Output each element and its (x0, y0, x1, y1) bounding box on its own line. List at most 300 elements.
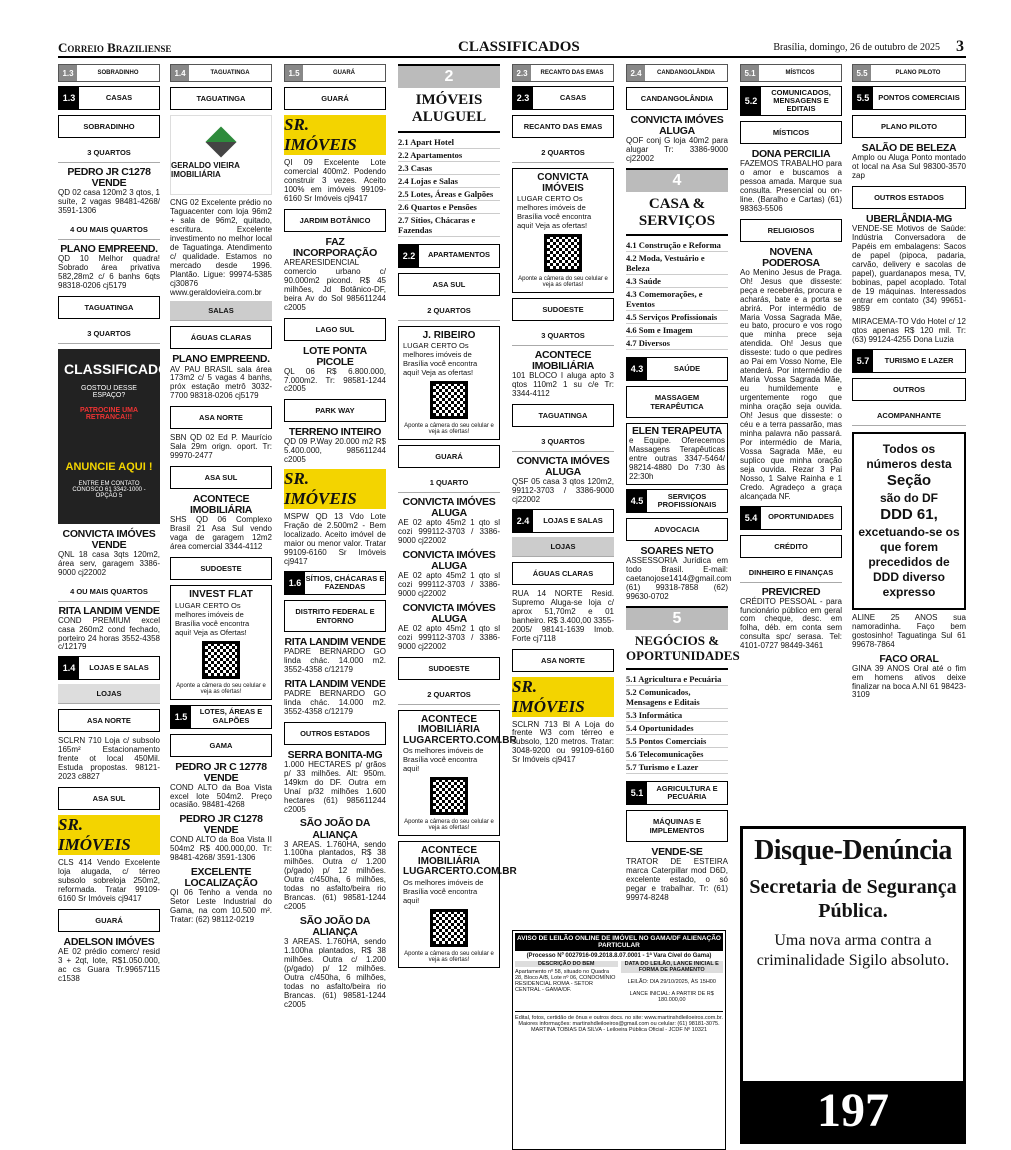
ad-heading: RITA LANDIM VENDE (58, 604, 160, 617)
tag-label: MÍSTICOS (785, 70, 815, 76)
subsection: ÁGUAS CLARAS (512, 562, 614, 585)
advertiser-logo: SR. IMÓVEIS (284, 115, 386, 155)
ad-text: 1.000 HECTARES p/ grãos p/ 33 milhões. Alt: 950m. 149km do DF. Outra em Unaí p/32 milhões 1.600 hectares (61) 985611244 c2005 (284, 759, 386, 814)
tag-number: 2.4 (627, 65, 645, 81)
index-item[interactable]: 4.2 Moda, Vestuário e Beleza (626, 252, 728, 275)
disque-denuncia-ad (740, 826, 966, 1144)
tag-label: TAGUATINGA (210, 70, 250, 76)
subsection: 3 QUARTOS (58, 324, 160, 344)
qr-code-icon[interactable] (430, 909, 468, 947)
advertiser-logo: SR. IMÓVEIS (284, 469, 386, 509)
tag-number: 1.4 (171, 65, 189, 81)
section-heading (58, 656, 160, 680)
subsection: CRÉDITO (740, 535, 842, 558)
ad-text: SCLRN 710 Loja c/ subsolo 165m² Estacionamento frente ot local 450Mil. Estuda propostas. 98121-2023 c8827 (58, 736, 160, 782)
promo-line: PATROCINE UMA RETRANCA!!! (79, 406, 139, 421)
classified-ad (284, 427, 386, 465)
classified-ad (58, 737, 160, 782)
index-item[interactable]: 5.4 Oportunidades (626, 722, 728, 735)
column-tag (626, 64, 728, 82)
ad-text: COND PREMIUM excel casa 260m2 cond fechado, porteiro 24 horas 3552-4358 c/12179 (58, 615, 160, 652)
category-index (626, 606, 740, 777)
subsection: LAGO SUL (284, 318, 386, 341)
index-item[interactable]: 2.2 Apartamentos (398, 149, 500, 162)
ad-text: QSF 05 casa 3 qtos 120m2, 99112-3703 / 3386-9000 cj22002 (512, 476, 614, 504)
section-heading (170, 705, 272, 729)
index-item[interactable]: 4.6 Som e Imagem (626, 324, 728, 337)
section-label: APARTAMENTOS (427, 250, 491, 260)
index-item[interactable]: 5.2 Comunicados, Mensagens e Editais (626, 686, 728, 709)
subsection: SALAS (170, 301, 272, 321)
section-heading (740, 506, 842, 530)
subsection: OUTROS ESTADOS (852, 186, 966, 209)
section-number: 5.7 (853, 350, 873, 372)
ad-text: QOF conj G loja 40m2 para alugar Tr: 3386-9000 cj22002 (626, 136, 728, 163)
section-title: CLASSIFICADOS (458, 39, 580, 55)
tag-label: GUARÁ (333, 70, 355, 76)
subsection: ASA SUL (398, 273, 500, 296)
ad-heading: SÃO JOÃO DA ALIANÇA (299, 817, 371, 841)
auction-col-header: DATA DO LEILÃO, LANCE INICIAL E FORMA DE PAGAMENTO (621, 961, 724, 973)
subsection: SUDOESTE (398, 657, 500, 680)
section-number: 5.5 (853, 87, 873, 109)
ad-heading: PEDRO JR C1278 VENDE (179, 813, 263, 837)
section-label: AGRICULTURA E PECUÁRIA (656, 783, 718, 801)
index-item[interactable]: 2.4 Lojas e Salas (398, 175, 500, 188)
subsection: OUTROS (852, 378, 966, 401)
ad-text: PADRE BERNARDO GO linda chác. 14.000 m2. 3552-4358 c/12179 (284, 688, 386, 716)
section-heading (512, 509, 614, 533)
ad-text: MIRACEMA-TO Vdo Hotel c/ 12 qtos apenas R$ 120 mil. Tr: (63) 99124-4255 Dona Luzia (852, 317, 966, 345)
classified-ad (512, 456, 614, 505)
category-index-list (626, 236, 728, 353)
category-index-list (398, 133, 500, 240)
category-title: IMÓVEIS ALUGUEL (398, 88, 500, 133)
column-6 (626, 64, 740, 1142)
tag-number: 5.5 (853, 65, 871, 81)
ad-text: SCLRN 713 Bl A Loja do frente W3 com térreo e subsolo, 120 metros. Tratar: 3048-9200 ou 99109-6160 Sr Imóveis cj9417 (512, 719, 614, 765)
ad-text: AV PAU BRASIL sala área 173m2 c/ 5 vagas 4 banhs, próx estação metrô 3032-7700 98318-0206 cj5179 (170, 364, 272, 401)
qr-ad[interactable] (398, 841, 517, 968)
ad-text: QL 06 R$ 6.800.000, 7.000m2. Tr: 98581-1244 c2005 (284, 366, 386, 394)
classified-ad (284, 750, 386, 815)
logo-name: GERALDO VIEIRA IMOBILIÁRIA (171, 161, 240, 179)
ad-text: Os melhores imóveis de Brasília você encontra aqui! (403, 877, 484, 905)
column-tag (170, 64, 272, 82)
column-4 (398, 64, 517, 1142)
subsection: 3 QUARTOS (512, 326, 614, 346)
qr-ad[interactable] (398, 710, 517, 837)
ad-heading: SÃO JOÃO DA ALIANÇA (299, 915, 371, 939)
category-index-list (626, 670, 728, 777)
ad-text: RUA 14 NORTE Resid. Supremo Aluga-se loja c/ aprox 51,70m2 e 01 banheiro. R$ 3.400,00 3355-2005/ 98141-1639 Imob. Forte cj7118 (512, 588, 614, 643)
page-number: 3 (956, 38, 964, 55)
section-label: LOJAS E SALAS (89, 663, 149, 673)
classified-ad (626, 847, 728, 903)
advertiser-logo: SR. IMÓVEIS (512, 677, 614, 717)
section-number: 2.3 (513, 87, 533, 109)
subsection: 3 QUARTOS (58, 143, 160, 163)
classified-ad (284, 159, 386, 204)
index-item[interactable]: 4.3 Saúde (626, 275, 728, 288)
section-heading (852, 349, 966, 373)
column-8 (852, 64, 966, 819)
subsection: PLANO PILOTO (852, 115, 966, 138)
subsection: 1 QUARTO (398, 473, 500, 493)
ad-heading: RITA LANDIM VENDE (284, 636, 386, 648)
section-label: PONTOS COMERCIAIS (878, 92, 960, 102)
ad-heading: CONVICTA IMÓVES ALUGA (402, 548, 496, 572)
qr-ad[interactable] (170, 585, 272, 700)
tag-label: CANDANGOLÂNDIA (657, 70, 715, 76)
ad-heading: EXCELENTE LOCALIZAÇÃO (184, 866, 258, 890)
classified-ad (58, 529, 160, 578)
ad-text: VENDE-SE Motivos de Saúde: Indústria Conversadora de Papéis em embalagens: Sacos de papel (pipoca, padaria, carvão, delivery e sacolas de papel), guardanapos mesa, TV, bobinas, papel acoplado. Total de 19 máquinas. Interessados entrar em contato (34) 99651-9859 (852, 223, 966, 314)
dd-subtitle: Secretaria de Segurança Pública. (749, 876, 957, 922)
notice-line: são do DF (879, 491, 938, 506)
section-label: CASAS (559, 92, 587, 102)
subsection: GUARÁ (58, 909, 160, 932)
auction-title: AVISO DE LEILÃO ONLINE DE IMÓVEL NO GAMA/DF ALIENAÇÃO PARTICULAR (515, 933, 723, 951)
section-number: 1.4 (59, 657, 79, 679)
ad-heading: PLANO EMPREEND. (60, 242, 158, 255)
tag-label: PLANO PILOTO (895, 70, 941, 76)
section-number: 1.6 (285, 572, 305, 594)
tag-number: 2.3 (513, 65, 531, 81)
ad-text: LUGAR CERTO Os melhores imóveis de Brasília você encontra aqui! Veja as Ofertas! (175, 600, 250, 637)
ad-text: ASSESSORIA Jurídica em todo Brasil. E-mail: caetanojose1414@gmail.com (61) 99318-7858 (62) 99630-0702 (626, 556, 732, 601)
ad-heading: ACONTECE IMOBILIÁRIA (531, 349, 595, 373)
ad-text: MSPW QD 13 Vdo Lote Fração de 2.500m2 - Bem localizado. Aceito imóvel de maior ou menor valor. Tratar 99109-6160 Sr Imóveis cj9417 (284, 512, 386, 567)
section-heading (740, 86, 842, 116)
index-item[interactable]: 2.7 Sítios, Chácaras e Fazendas (398, 214, 500, 237)
subsection: ÁGUAS CLARAS (170, 326, 272, 349)
ad-heading: ADELSON IMÓVES (63, 935, 155, 948)
subsection: RECANTO DAS EMAS (512, 115, 614, 138)
edition-date: Brasília, domingo, 26 de outubro de 2025 (773, 42, 940, 53)
ad-text: PADRE BERNARDO GO linda chác. 14.000 m2. 3552-4358 c/12179 (284, 647, 386, 674)
classified-ad (170, 199, 272, 297)
section-label: OPORTUNIDADES (768, 512, 834, 522)
category-number: 5 (626, 608, 728, 630)
qr-caption: Aponte a câmera do seu celular e veja as ofertas! (518, 276, 608, 288)
ad-text: AREARESIDENCIAL comercio urbano c/ 90.000m2 picond. R$ 45 milhões, Jd Botânico-DF, beira Av do Sol 985611244 c2005 (284, 257, 386, 312)
qr-ad[interactable] (398, 326, 500, 441)
advertiser-logo: SR. IMÓVEIS (58, 815, 160, 855)
section-number: 2.4 (513, 510, 533, 532)
ad-heading: NOVENA PODEROSA (762, 245, 820, 269)
ad-heading: ACONTECE IMOBILIÁRIA (189, 493, 253, 517)
subsection: DINHEIRO E FINANÇAS (740, 563, 842, 583)
section-number: 5.2 (741, 87, 761, 115)
promo-title: CLASSIFICADOS (64, 360, 179, 377)
classified-ad (398, 497, 500, 546)
notice-line: Seção (886, 472, 932, 490)
index-item[interactable]: 5.1 Agricultura e Pecuária (626, 673, 728, 686)
classified-ad (58, 937, 160, 984)
classified-ad (852, 214, 966, 315)
column-1 (58, 64, 179, 1142)
classified-ad (398, 550, 500, 599)
subsection: 4 OU MAIS QUARTOS (58, 220, 160, 240)
ad-text: Ao Menino Jesus de Praga. Oh! Jesus que disseste: peça e receberás, procura e acharás, bate e a porta se abrirá. Por intermédio de Maria Vossa Sagrada Mãe, eu bato, procuro e vos rogo que minha prece seja atendida. Oh! Jesus que disseste: tudo o que pedires ao Pai em Vosso Nome, Ele atenderá. Por intermédio de Maria Vossa Sagrada Mãe, eu humildemente e urgentemente rogo que minha oração seja ouvida. Oh! Jesus que disseste: o céu e a terra passarão, mas minha palavra não passará. Por intermédio de Maria, Vossa Sagrada Mãe, eu suplico que minha oração seja ouvida. Rezar 3 Pai Nosso, 1 Salve Rainha e 1 Credo. Agradeço a graça alcançada NF. (740, 267, 842, 501)
section-number: 1.3 (59, 87, 79, 109)
auction-date: LEILÃO: DIA 29/10/2025, ÀS 15H00 (627, 979, 716, 985)
index-item[interactable]: 5.7 Turismo e Lazer (626, 761, 728, 774)
subsection: ASA NORTE (512, 649, 614, 672)
ad-heading: CONVICTA IMÓVES ALUGA (402, 601, 496, 625)
classified-ad (170, 354, 272, 401)
auction-col-header: DESCRIÇÃO DO BEM (515, 961, 618, 967)
tag-number: 1.3 (59, 65, 77, 81)
column-tag (58, 64, 160, 82)
category-number: 4 (626, 170, 728, 192)
ad-text: Os melhores imóveis de Brasília você encontra aqui! (403, 746, 484, 774)
ad-heading: RITA LANDIM VENDE (284, 677, 386, 690)
auction-process: (Processo Nº 0027916-09.2018.8.07.0001 - 1ª Vara Cível do Gama) (526, 953, 712, 959)
subsection: 2 QUARTOS (512, 143, 614, 163)
classified-ad (626, 423, 728, 485)
subsection: OUTROS ESTADOS (284, 722, 386, 745)
subsection: 4 OU MAIS QUARTOS (58, 582, 160, 602)
classified-ad (284, 637, 386, 675)
section-heading (284, 571, 386, 595)
ad-text: QD 10 Melhor quadra! Sobrado área privativa 582,28m2 c/ 6 banhs 6qts 98318-0206 cj5179 (58, 253, 160, 290)
index-item[interactable]: 2.5 Lotes, Áreas e Galpões (398, 188, 500, 201)
subsection: LOJAS (58, 684, 160, 704)
ad-heading: FACO ORAL (879, 652, 939, 665)
ad-heading: ELEN TERAPEUTA (631, 425, 723, 438)
ad-heading: CONVICTA IMÓVES ALUGA (630, 114, 724, 138)
classified-ad (284, 513, 386, 567)
column-7 (740, 64, 842, 819)
dd-title: Disque-Denúncia (754, 835, 952, 866)
subsection: TAGUATINGA (58, 296, 160, 319)
category-title: CASA & SERVIÇOS (626, 192, 728, 237)
section-label: LOTES, ÁREAS E GALPÕES (199, 707, 263, 725)
ad-heading: CONVICTA IMÓVES ALUGA (516, 454, 610, 478)
ddd-notice (852, 432, 966, 610)
section-heading (626, 357, 728, 381)
section-label: SÍTIOS, CHÁCARAS E FAZENDAS (305, 573, 385, 591)
advertiser-logo (170, 115, 272, 195)
tag-number: 1.5 (285, 65, 303, 81)
index-item[interactable]: 5.3 Informática (626, 709, 728, 722)
ad-text: COND ALTO da Boa Vista excel lote 504m2. Preço ocasião. 98481-4268 (170, 782, 272, 810)
dd-phone-number[interactable]: 197 (743, 1081, 963, 1141)
subsection: LOJAS (512, 537, 614, 557)
tag-label: SOBRADINHO (97, 70, 139, 76)
index-item[interactable]: 2.1 Apart Hotel (398, 136, 500, 149)
subsection: GUARÁ (398, 445, 500, 468)
section-number: 5.1 (627, 782, 647, 804)
section-heading (626, 489, 728, 513)
column-2 (170, 64, 272, 1142)
ad-text: LUGAR CERTO Os melhores imóveis de Brasília você encontra aqui! Veja as ofertas! (403, 341, 478, 377)
column-tag (740, 64, 842, 82)
ad-heading: J. RIBEIRO (422, 329, 476, 341)
section-label: LOJAS E SALAS (543, 515, 603, 525)
subsection: MÍSTICOS (740, 121, 842, 144)
classified-ad (284, 916, 386, 1010)
page-header (58, 38, 966, 58)
classified-ad (170, 434, 272, 461)
index-item[interactable]: 4.1 Construção e Reforma (626, 239, 728, 252)
index-item[interactable]: 2.3 Casas (398, 162, 500, 175)
column-3 (284, 64, 386, 1142)
ad-text: AE 02 apto 45m2 1 qto sl cozi 999112-3703 / 3386-9000 cj22002 (398, 518, 500, 545)
subsection: MÁQUINAS E IMPLEMENTOS (626, 810, 728, 842)
ad-heading: PEDRO JR C 12778 VENDE (175, 760, 267, 784)
auction-initial-bid: LANCE INICIAL: A PARTIR DE R$ 180.000,00 (629, 991, 714, 1003)
classified-ad (284, 346, 386, 395)
ad-heading: SERRA BONITA-MG (287, 748, 383, 761)
index-item[interactable]: 4.5 Serviços Profissionais (626, 311, 728, 324)
ad-text: 101 BLOCO I aluga apto 3 qtos 110m2 1 su c/e Tr: 3344-4112 (512, 371, 614, 398)
section-heading (398, 244, 500, 268)
ad-heading: PEDRO JR C1278 VENDE (67, 166, 151, 190)
publication-name: Correio Braziliense (58, 40, 172, 55)
auction-footer[interactable]: Edital, fotos, certidão de ônus e outros docs. no site: www.martinshdleiloeiros.com.br. Maiores informações: martinshdleiloeiros@gmail.com ou celular: (61) 98181-3075. MARTINA TOBIAS DA SILVA - Leiloeira Pública Oficial - JCDF Nº 10321 (515, 1011, 723, 1033)
subsection: ASA NORTE (170, 406, 272, 429)
section-label: SAÚDE (673, 364, 701, 374)
classified-ad (58, 606, 160, 653)
promo-cta: ANUNCIE AQUI ! (65, 460, 153, 473)
index-item[interactable]: 5.6 Telecomunicações (626, 748, 728, 761)
section-label: COMUNICADOS, MENSAGENS E EDITAIS (771, 87, 831, 114)
subsection: SUDOESTE (512, 298, 614, 321)
category-number: 2 (398, 66, 500, 88)
promo-banner[interactable] (58, 349, 179, 524)
ad-heading: ACONTECE IMOBILIÁRIA LUGARCERTO.COM.BR (403, 845, 517, 878)
ad-heading: ACONTECE IMOBILIÁRIA LUGARCERTO.COM.BR (403, 713, 517, 746)
ad-text: QI 09 Excelente Lote comercial 400m2. Podendo construir 3 vezes. Aceito 100% em imóveis 99109-6160 Sr Imóveis cj9417 (284, 158, 386, 203)
notice-line: DDD 61, (880, 506, 938, 524)
index-item[interactable]: 4.3 Comemorações, e Eventos (626, 288, 728, 311)
ad-heading: CONVICTA IMÓVES ALUGA (402, 496, 496, 520)
classified-ad (740, 247, 842, 502)
index-item[interactable]: 2.6 Quartos e Pensões (398, 201, 500, 214)
subsection: JARDIM BOTÂNICO (284, 209, 386, 232)
classified-ad (626, 115, 728, 164)
subsection: CANDANGOLÂNDIA (626, 87, 728, 110)
ad-heading: PLANO EMPREEND. (172, 353, 270, 366)
qr-caption: Aponte a câmera do seu celular e veja as ofertas! (176, 682, 266, 695)
subsection: TAGUATINGA (512, 404, 614, 427)
classified-ad (740, 587, 842, 652)
classified-ad (398, 603, 500, 652)
column-tag (852, 64, 966, 82)
notice-line: excetuando-se os que forem precedidos de DDD diverso expresso (858, 524, 960, 599)
subsection: ASA SUL (58, 787, 160, 810)
ad-text: QNL 18 casa 3qts 120m2, área serv, garagem 3386-9000 cj22002 (58, 549, 160, 577)
section-number: 4.5 (627, 490, 647, 512)
classified-ad (852, 318, 966, 345)
classified-ad (284, 237, 386, 313)
ad-text: TRATOR DE ESTEIRA marca Caterpillar mod D6D, excelente estado, o só pegar e trabalhar. Tr: (61) 99974-8248 (626, 856, 728, 902)
ad-text: CNG 02 Excelente prédio no Taguacenter com loja 96m2 + sala de 96m2, quitado, escritura. Excelente investimento no melhor local de Taguatinga. Atendimento c/ qualidade. Estamos no mercado desde 1996. Plantão. Ligue: 99974-5385 cj30876 www.geraldovieira.com.br (170, 198, 272, 297)
ad-text: Amplo ou Aluga Ponto montado ot local na Asa Sul 98300-3570 zap (852, 153, 966, 180)
ad-text: e Equipe. Oferecemos Massagens Terapêuticas entre outras 3347-5464/ 98214-4880 Do 7:30 às 22:30h (629, 436, 725, 482)
classified-ad (512, 590, 614, 644)
qr-caption: Aponte a câmera do seu celular e veja as ofertas! (404, 423, 494, 435)
subsection: SOBRADINHO (58, 115, 160, 138)
logo-mark-icon (205, 126, 236, 157)
qr-code-icon[interactable] (430, 777, 468, 815)
classified-ad (626, 545, 732, 602)
subsection: SUDOESTE (170, 557, 272, 580)
qr-code-icon[interactable] (202, 641, 240, 679)
ad-heading: CONVICTA IMÓVES VENDE (62, 527, 156, 551)
ad-heading: DONA PERCILIA (751, 148, 831, 160)
section-heading (852, 86, 966, 110)
ad-text: CRÉDITO PESSOAL - para funcionário público em geral com cheque, desc. em folha, déb. em conta sem consulta spc/ serasa. Tel: 4101-0727 98449-3461 (740, 596, 842, 651)
promo-footer: ENTRE EM CONTATO CONOSCO 61 3342-1000 - OPÇÃO 5 (72, 480, 146, 499)
section-heading (58, 86, 160, 110)
ad-heading: VENDE-SE (651, 845, 703, 858)
dd-slogan: Uma nova arma contra a criminalidade Sigilo absoluto. (756, 932, 950, 969)
ad-text: QI 06 Tenho a venda no Setor Leste Industrial do Gama, na com 10.500 m². Tratar: (62) 98112-0219 (170, 888, 272, 925)
ad-text: FAZEMOS TRABALHO para o amor e buscamos a pessoa amada. Marque sua consulta. Presencial ou on-line. (Baralho e Cartas) (61) 98363-5506 (740, 159, 842, 213)
ad-text: COND ALTO da Boa Vista II 504m2 R$ 400.000,00. Tr: 98481-4268/ 3591-1306 (170, 835, 272, 863)
ad-heading: TERRENO INTEIRO (288, 426, 382, 439)
ad-text: 3 AREAS. 1.760HA, sendo 1.100ha plantados, R$ 38 milhões. Outra c/ 1.200 (p/gado) p/ 12 milhões. Outra c/450ha, 6 milhões, todas no asfalto/beira rio Brancas. (61) 98581-1244 c2005 (284, 937, 386, 1009)
subsection: 2 QUARTOS (398, 685, 500, 705)
section-number: 1.5 (171, 706, 191, 728)
subsection: 3 QUARTOS (512, 432, 614, 452)
ad-heading: UBERLÂNDIA-MG (866, 212, 952, 225)
classified-ad (852, 654, 966, 701)
column-tag (284, 64, 386, 82)
subsection: GUARÁ (284, 87, 386, 110)
subsection: PARK WAY (284, 399, 386, 422)
qr-caption: Aponte a câmera do seu celular e veja as ofertas! (404, 950, 494, 963)
subsection: ACOMPANHANTE (852, 406, 966, 426)
classified-ad (740, 149, 842, 214)
ad-text: QD 02 casa 120m2 3 qtos, 1 suíte, 2 vagas 98481-4268/ 3591-1306 (58, 188, 160, 215)
subsection: TAGUATINGA (170, 87, 272, 110)
ad-heading: SOARES NETO (640, 545, 714, 558)
classified-ad (284, 679, 386, 717)
index-item[interactable]: 5.5 Pontos Comerciais (626, 735, 728, 748)
ad-text: ALINE 25 ANOS sua namoradinha. Faço bem gostosinho! Taguatinga Sul 61 99678-7864 (852, 612, 966, 649)
index-item[interactable]: 4.7 Diversos (626, 337, 728, 350)
section-heading (512, 86, 614, 110)
section-number: 2.2 (399, 245, 419, 267)
subsection: 2 QUARTOS (398, 301, 500, 321)
classified-ad (852, 614, 966, 650)
classified-ad (852, 143, 966, 181)
ad-text: 3 AREAS. 1.760HA, sendo 1.100ha plantados, R$ 38 milhões. Outra c/ 1.200 (p/gado) p/ 12 milhões. Outra c/450ha, 6 milhões, todas no asfalto/beira rio Brancas. (61) 98581-1244 c2005 (284, 839, 386, 912)
classified-ad (58, 167, 160, 216)
section-label: CASAS (105, 92, 133, 102)
classified-ad (170, 867, 272, 925)
ad-text: QD 09 P.Way 20.000 m2 R$ 5.400.000, 985611244 c2005 (284, 437, 386, 465)
ad-text: CLS 414 Vendo Excelente loja alugada, c/ térreo subsolo sobreloja 250m2, reformada. Tratar 99109-6160 Sr Imóveis cj9417 (58, 858, 160, 904)
section-number: 4.3 (627, 358, 647, 380)
ad-heading: SALÃO DE BELEZA (861, 142, 957, 154)
qr-code-icon[interactable] (430, 381, 468, 419)
subsection: GAMA (170, 734, 272, 757)
section-heading (626, 781, 728, 805)
section-label: TURISMO E LAZER (884, 356, 954, 366)
classified-ad (512, 721, 614, 766)
qr-code-icon[interactable] (544, 234, 582, 272)
qr-ad[interactable] (512, 168, 614, 293)
classified-ad (512, 350, 614, 399)
auction-description: Apartamento nº 58, situado no Quadra 28, Bloco A/B, Lote nº 06, CONDOMÍNIO RESIDENCIAL ROMA - SETOR CENTRAL - GAMA/DF. (515, 969, 616, 993)
qr-caption: Aponte a câmera do seu celular e veja as ofertas! (404, 819, 494, 832)
